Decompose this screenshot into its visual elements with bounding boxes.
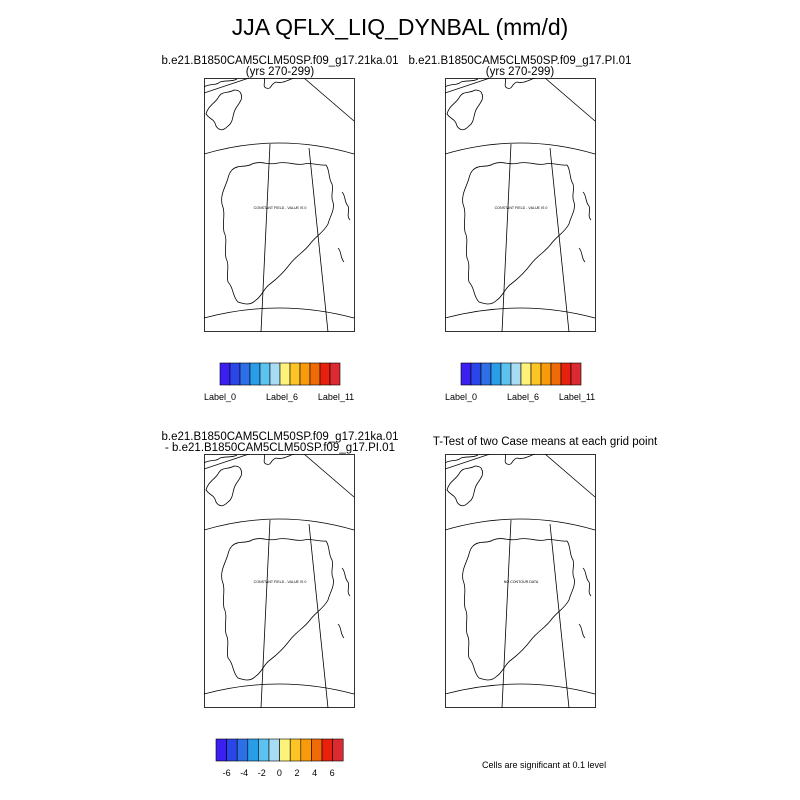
colorbar-case-2-swatch-11 [571, 363, 581, 385]
colorbar-diff-swatch-11 [333, 739, 344, 761]
colorbar-case-1-swatch-2 [240, 363, 250, 385]
colorbar-case-2-label-0: Label_0 [444, 392, 478, 402]
colorbar-case-2-swatch-8 [541, 363, 551, 385]
map-panel-4 [445, 454, 596, 708]
colorbar-diff-swatch-3 [248, 739, 259, 761]
panel-4-title [395, 437, 695, 448]
colorbar-diff-swatch-0 [216, 739, 227, 761]
panel-1-center-label: CONSTANT FIELD - VALUE IS 0 [253, 206, 307, 210]
colorbar-diff-swatch-6 [280, 739, 291, 761]
colorbar-case-2-swatch-7 [531, 363, 541, 385]
colorbar-case-1-swatch-8 [300, 363, 310, 385]
colorbar-case-2-swatch-6 [521, 363, 531, 385]
map-panel-3 [204, 454, 355, 708]
panel-4-center-label: NO CONTOUR DATA [503, 580, 539, 584]
colorbar-diff-tick-2: -2 [257, 768, 266, 778]
colorbar-diff-tick-1: -4 [240, 768, 249, 778]
colorbar-case-1-label-0: Label_0 [203, 392, 237, 402]
colorbar-case-2-swatch-5 [511, 363, 521, 385]
colorbar-case-1-swatch-7 [290, 363, 300, 385]
panel-3-title-line1: b.e21.B1850CAM5CLM50SP.f09_g17.21ka.01 [161, 431, 399, 443]
panel-3-title-line2: - b.e21.B1850CAM5CLM50SP.f09_g17.PI.01 [165, 442, 395, 454]
colorbar-case-2-label-6: Label_6 [506, 392, 540, 402]
colorbar-case-2-swatch-2 [481, 363, 491, 385]
colorbar-case-1-swatch-9 [310, 363, 320, 385]
colorbar-case-1-swatch-11 [330, 363, 340, 385]
colorbar-case-1-swatch-1 [230, 363, 240, 385]
colorbar-case-2-swatch-4 [501, 363, 511, 385]
colorbar-diff-swatch-9 [311, 739, 322, 761]
colorbar-diff-tick-3: 0 [276, 768, 282, 778]
colorbar-diff [200, 736, 360, 780]
panel-1-title-line2: (yrs 270-299) [245, 66, 315, 78]
colorbar-case-1-swatches [220, 363, 340, 385]
colorbar-case-1-label-11: Label_11 [317, 392, 355, 402]
colorbar-case-1-swatch-3 [250, 363, 260, 385]
colorbar-case-2-swatches [461, 363, 581, 385]
panel-2-title [375, 56, 665, 78]
colorbar-case-1-label-6: Label_6 [265, 392, 299, 402]
panel-1-title-line1: b.e21.B1850CAM5CLM50SP.f09_g17.21ka.01 [161, 55, 399, 67]
colorbar-diff-tick-6: 6 [329, 768, 335, 778]
colorbar-case-2-label-11: Label_11 [558, 392, 596, 402]
colorbar-case-2-swatch-1 [471, 363, 481, 385]
map-panel-2 [445, 78, 596, 332]
colorbar-case-1-swatch-10 [320, 363, 330, 385]
colorbar-case-2-swatch-9 [551, 363, 561, 385]
colorbar-case-1-swatch-6 [280, 363, 290, 385]
colorbar-case-1-swatch-4 [260, 363, 270, 385]
colorbar-case-2-swatch-3 [491, 363, 501, 385]
colorbar-case-1 [200, 360, 360, 404]
colorbar-diff-swatch-10 [322, 739, 333, 761]
panel-3-title [135, 432, 425, 454]
colorbar-case-2-swatch-10 [561, 363, 571, 385]
panel-2-center-label: CONSTANT FIELD - VALUE IS 0 [494, 206, 548, 210]
colorbar-diff-swatches [216, 739, 343, 761]
significance-note: Cells are significant at 0.1 level [482, 760, 607, 770]
colorbar-diff-swatch-1 [227, 739, 238, 761]
panel-4-title-line1: T-Test of two Case means at each grid point [432, 436, 658, 448]
map-panel-1 [204, 78, 355, 332]
panel-3-center-label: CONSTANT FIELD - VALUE IS 0 [253, 580, 307, 584]
colorbar-diff-swatch-7 [290, 739, 301, 761]
colorbar-case-1-swatch-0 [220, 363, 230, 385]
colorbar-case-2-swatch-0 [461, 363, 471, 385]
figure-title: JJA QFLX_LIQ_DYNBAL (mm/d) [231, 14, 569, 40]
colorbar-diff-tick-5: 4 [312, 768, 318, 778]
colorbar-diff-tick-0: -6 [222, 768, 231, 778]
colorbar-diff-swatch-2 [237, 739, 248, 761]
colorbar-case-2 [441, 360, 601, 404]
colorbar-diff-swatch-8 [301, 739, 312, 761]
colorbar-diff-tick-4: 2 [294, 768, 300, 778]
panel-2-title-line2: (yrs 270-299) [485, 66, 555, 78]
colorbar-diff-swatch-4 [258, 739, 269, 761]
colorbar-case-1-swatch-5 [270, 363, 280, 385]
colorbar-diff-swatch-5 [269, 739, 280, 761]
panel-2-title-line1: b.e21.B1850CAM5CLM50SP.f09_g17.PI.01 [408, 55, 632, 67]
